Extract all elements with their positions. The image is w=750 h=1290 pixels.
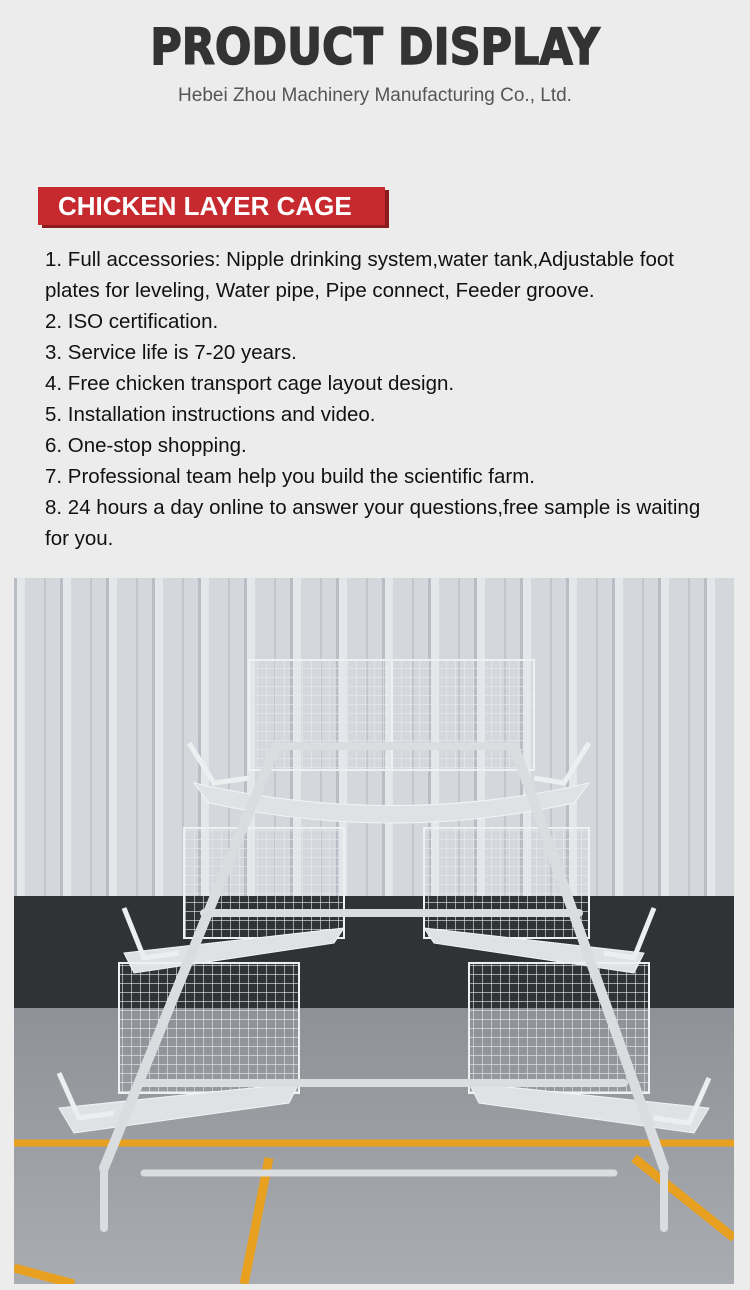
feature-item: 8. 24 hours a day online to answer your questions,free sample is waiting for you. xyxy=(45,496,701,550)
feature-item: 4. Free chicken transport cage layout design. xyxy=(45,372,455,395)
feature-item: 5. Installation instructions and video. xyxy=(45,403,376,426)
company-subtitle: Hebei Zhou Machinery Manufacturing Co., Ltd. xyxy=(178,85,572,106)
feature-item: 7. Professional team help you build the scientific farm. xyxy=(45,465,535,488)
feature-item: 3. Service life is 7-20 years. xyxy=(45,341,297,364)
page-title: PRODUCT DISPLAY xyxy=(150,18,600,76)
feature-item: 2. ISO certification. xyxy=(45,310,219,333)
feature-item: 6. One-stop shopping. xyxy=(45,434,247,457)
feature-item: 1. Full accessories: Nipple drinking system,water tank,Adjustable foot plates for leveling, Water pipe, Pipe connect, Feeder groove. xyxy=(45,248,674,302)
feature-list xyxy=(45,244,715,554)
section-banner: CHICKEN LAYER CAGE xyxy=(38,187,385,225)
product-photo xyxy=(14,578,734,1284)
